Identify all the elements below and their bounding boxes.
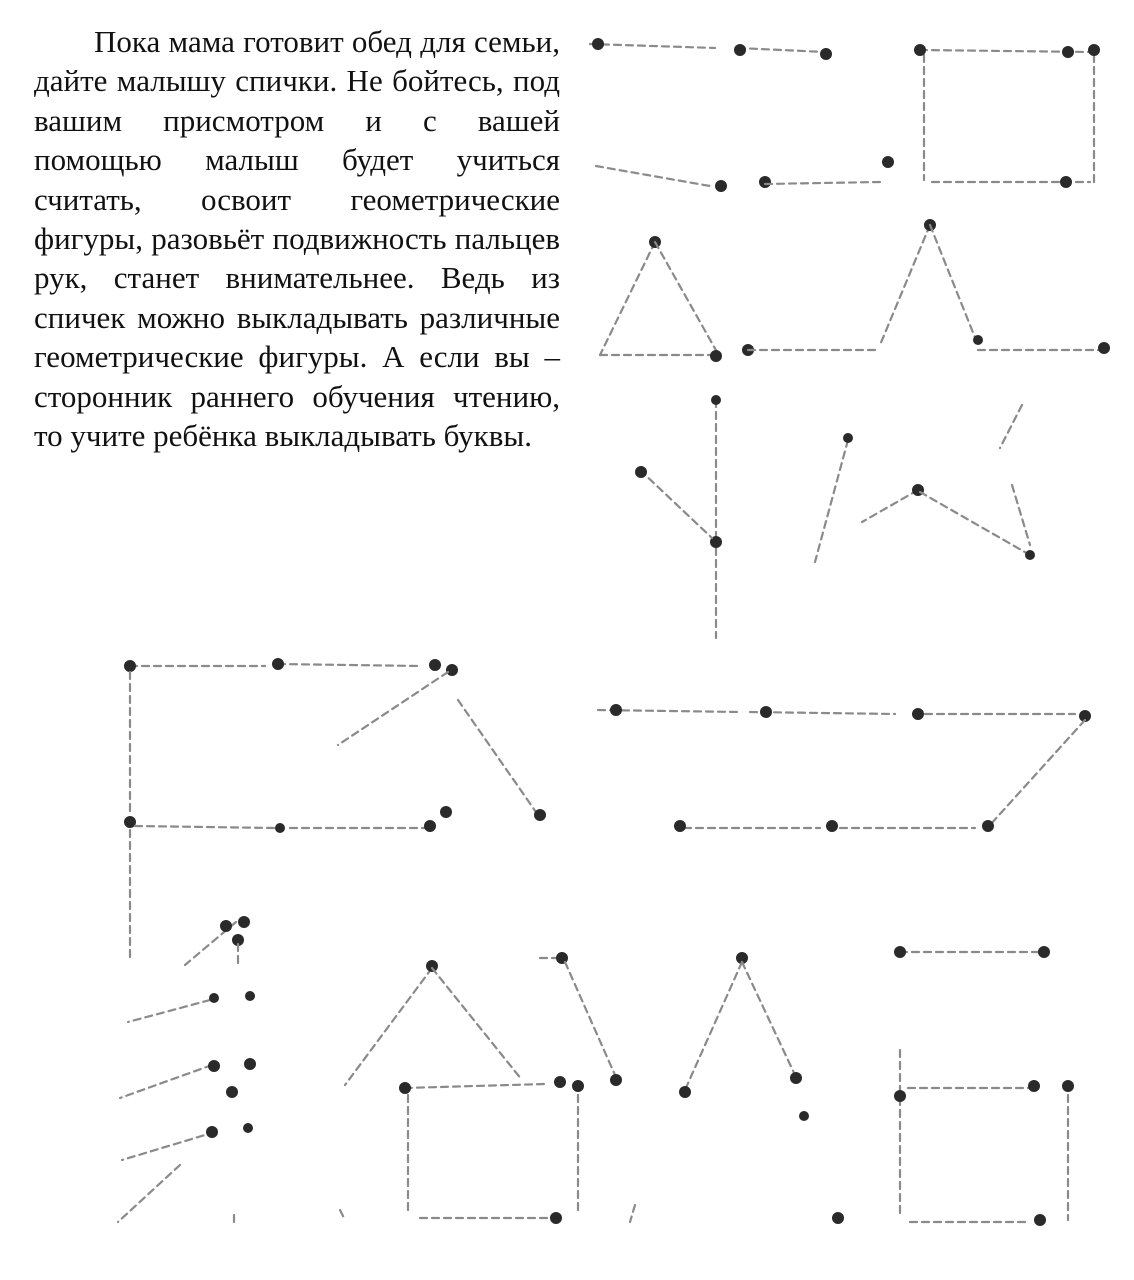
match-trapezoid-right (598, 704, 1091, 832)
intro-paragraph: Пока мама готовит обед для семьи, дайте малышу спички. Не бойтесь, под вашим присмотром и с вашей помощью малыш будет учиться считать, освоит геометрические фигуры, разовьёт подвижность пальцев рук, станет внимательнее. Ведь из спичек можно выкладывать различные геометрические фигуры. А если вы – сторонник раннего обучения чтению, то учите ребёнка выкладывать буквы. (34, 24, 560, 454)
match-trapezoid-left (124, 658, 546, 960)
match-group-top-row (590, 38, 894, 192)
match-triangles-middle (600, 219, 1110, 362)
match-shapes-bottom (345, 946, 1050, 1098)
match-rectangle-bottom-right (799, 1050, 1074, 1226)
match-diamond (635, 395, 1035, 638)
match-rectangle-top (914, 44, 1100, 188)
match-rectangle-bottom-left (340, 1076, 635, 1224)
match-diagonals-bottom-left (118, 916, 256, 1225)
